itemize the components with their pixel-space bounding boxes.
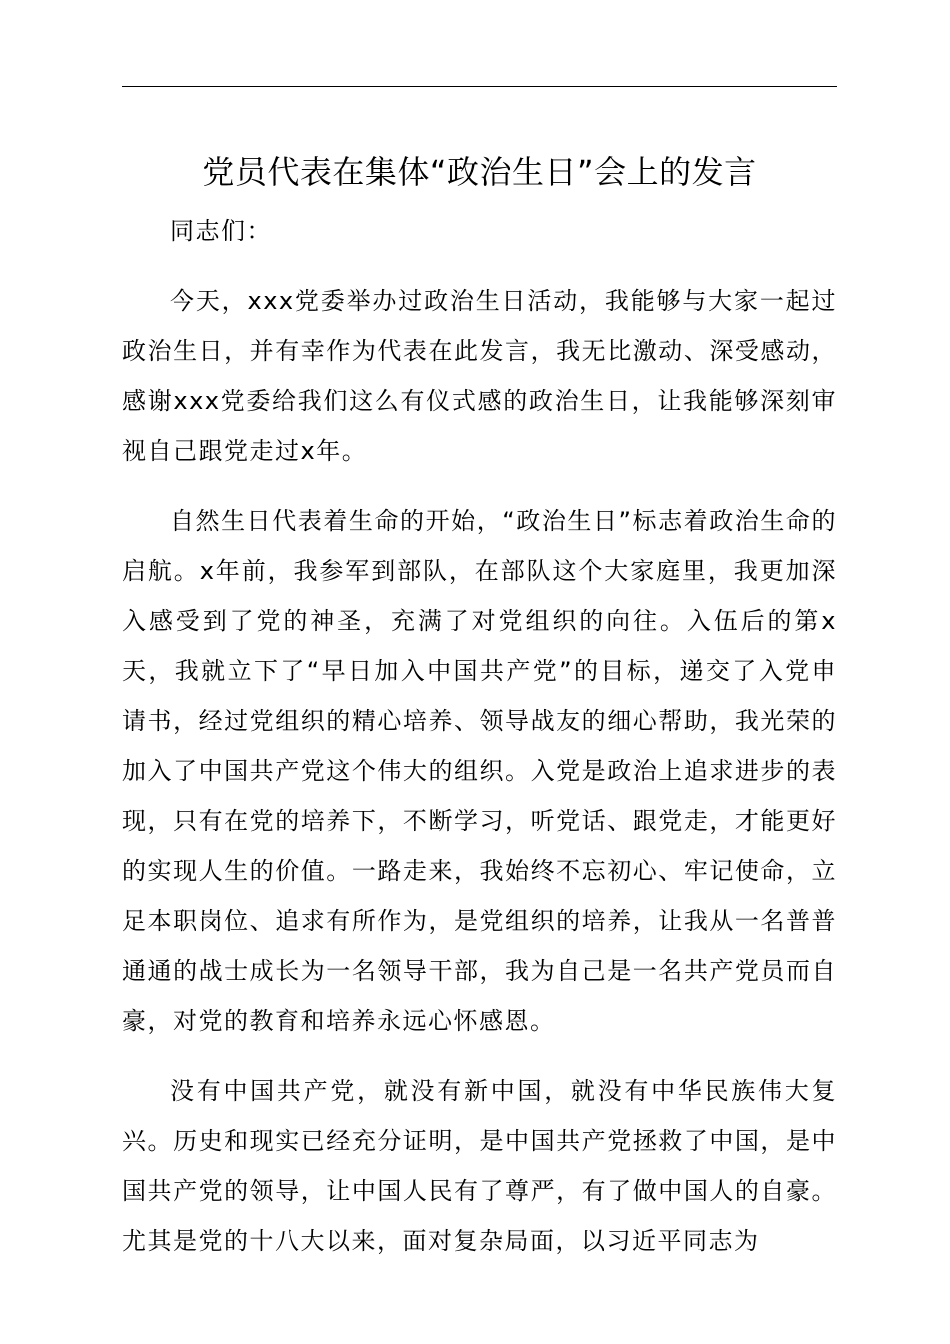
header-rule (122, 86, 837, 87)
paragraph-2: 自然生日代表着生命的开始，“政治生日”标志着政治生命的启航。x年前，我参军到部队，在部队这个大家庭里，我更加深入感受到了党的神圣，充满了对党组织的向往。入伍后的第x天，我就立下了“早日加入中国共产党”的目标，递交了入党申请书，经过党组织的精心培养、领导战友的细心帮助，我光荣的加入了中国共产党这个伟大的组织。入党是政治上追求进步的表现，只有在党的培养下，不断学习，听党话、跟党走，才能更好的实现人生的价值。一路走来，我始终不忘初心、牢记使命，立足本职岗位、追求有所作为，是党组织的培养，让我从一名普普通通的战士成长为一名领导干部，我为自己是一名共产党员而自豪，对党的教育和培养永远心怀感恩。 (122, 507, 837, 1035)
paragraph-1: 今天，xxx党委举办过政治生日活动，我能够与大家一起过政治生日，并有幸作为代表在此发言，我无比激动、深受感动，感谢xxx党委给我们这么有仪式感的政治生日，让我能够深刻审视自己跟党走过x年。 (122, 287, 837, 465)
document-title: 党员代表在集体“政治生日”会上的发言 (202, 153, 757, 191)
document-body (122, 206, 837, 1266)
paragraph-3: 没有中国共产党，就没有新中国，就没有中华民族伟大复兴。历史和现实已经充分证明，是中国共产党拯救了中国，是中国共产党的领导，让中国人民有了尊严，有了做中国人的自豪。尤其是党的十八大以来，面对复杂局面，以习近平同志为 (122, 1077, 837, 1255)
salutation: 同志们： (170, 217, 272, 245)
